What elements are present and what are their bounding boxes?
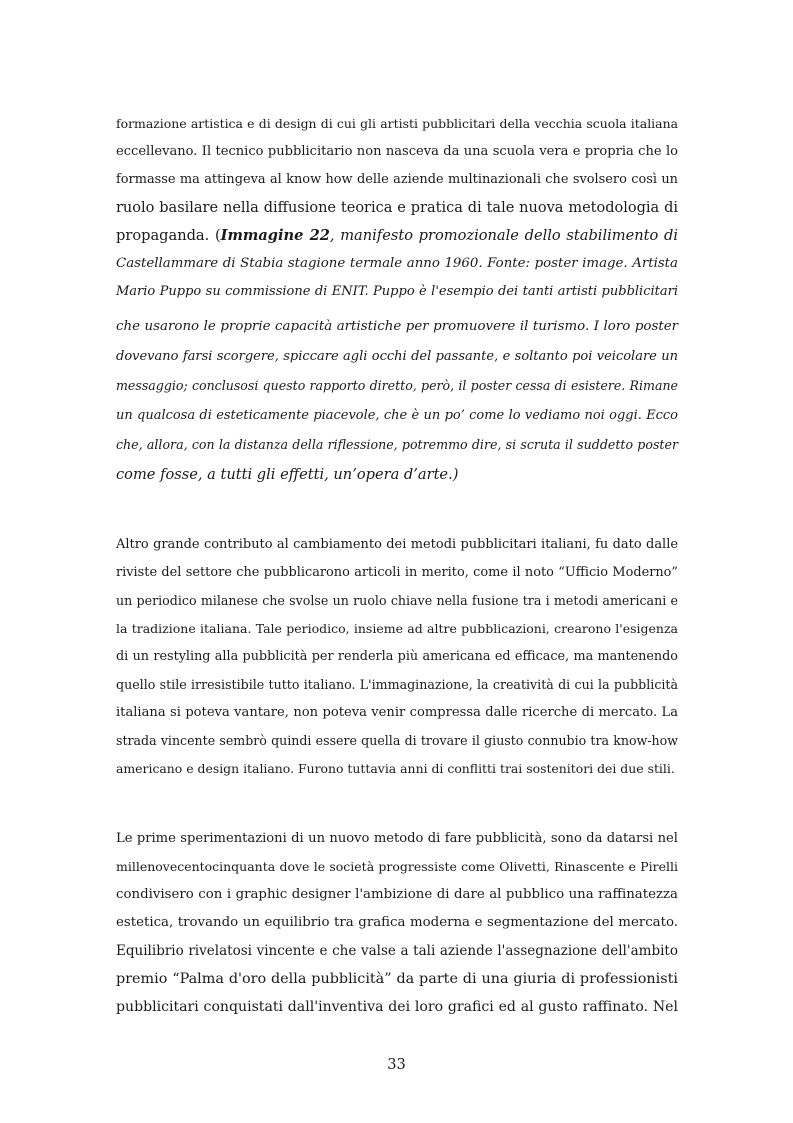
text-line: millenovecentocinquanta dove le società progressiste come Olivetti, Rinascente e Pirelli bbox=[116, 859, 678, 874]
text-line: premio “Palma d'oro della pubblicità” da parte di una giuria di professionisti bbox=[116, 971, 678, 987]
text-line: Equilibrio rivelatosi vincente e che valse a tali aziende l'assegnazione dell'ambito bbox=[116, 943, 678, 959]
quote-line-last: come fosse, a tutti gli effetti, un’opera d’arte.) bbox=[116, 465, 459, 483]
text-line: condivisero con i graphic designer l'ambizione di dare al pubblico una raffinatezza bbox=[116, 887, 678, 902]
text-line: Altro grande contributo al cambiamento dei metodi pubblicitari italiani, fu dato dalle bbox=[116, 537, 678, 552]
quote-line: messaggio; conclusosi questo rapporto diretto, però, il poster cessa di esistere. Rimane bbox=[116, 378, 678, 393]
paragraph-2 bbox=[116, 531, 678, 783]
text-line: riviste del settore che pubblicarono articoli in merito, come il noto “Ufficio Moderno” bbox=[116, 565, 678, 580]
quote-line: un qualcosa di esteticamente piacevole, che è un po’ come lo vediamo noi oggi. Ecco bbox=[116, 407, 678, 423]
text-line: quello stile irresistibile tutto italiano. L'immaginazione, la creatività di cui la pubblicità bbox=[116, 677, 678, 692]
quote-line: che usarono le proprie capacità artistiche per promuovere il turismo. I loro poster bbox=[116, 319, 678, 334]
quote-line: che, allora, con la distanza della riflessione, potremmo dire, si scruta il suddetto poster bbox=[116, 437, 678, 452]
caption-text: , manifesto promozionale dello stabilimento di bbox=[329, 227, 678, 244]
text-line: un periodico milanese che svolse un ruolo chiave nella fusione tra i metodi americani e bbox=[116, 593, 678, 608]
page-number: 33 bbox=[387, 1056, 406, 1073]
text-line: strada vincente sembrò quindi essere quella di trovare il giusto connubio tra know-how bbox=[116, 733, 678, 748]
text-prefix: propaganda. ( bbox=[116, 227, 221, 244]
document-page bbox=[116, 110, 678, 1021]
figure-reference: Immagine 22 bbox=[220, 227, 330, 244]
paragraph-1 bbox=[116, 110, 678, 306]
text-line: formasse ma attingeva al know how delle aziende multinazionali che svolsero così un bbox=[116, 172, 678, 187]
text-line-figure-reference bbox=[116, 222, 678, 250]
text-line-last: americano e design italiano. Furono tuttavia anni di conflitti trai sostenitori dei due stili. bbox=[116, 761, 675, 776]
paragraph-3 bbox=[116, 825, 678, 1021]
text-line: ruolo basilare nella diffusione teorica e pratica di tale nuova metodologia di bbox=[116, 200, 678, 216]
text-line: eccellevano. Il tecnico pubblicitario non nasceva da una scuola vera e propria che lo bbox=[116, 144, 678, 159]
text-line: la tradizione italiana. Tale periodico, insieme ad altre pubblicazioni, crearono l'esigenza bbox=[116, 621, 678, 636]
text-line: formazione artistica e di design di cui gli artisti pubblicitari della vecchia scuola italiana bbox=[116, 116, 678, 131]
text-line: Le prime sperimentazioni di un nuovo metodo di fare pubblicità, sono da datarsi nel bbox=[116, 831, 678, 846]
text-line: estetica, trovando un equilibrio tra grafica moderna e segmentazione del mercato. bbox=[116, 915, 678, 930]
text-line: pubblicitari conquistati dall'inventiva dei loro grafici ed al gusto raffinato. Nel bbox=[116, 999, 678, 1015]
caption-line: Mario Puppo su commissione di ENIT. Puppo è l'esempio dei tanti artisti pubblicitari bbox=[116, 284, 678, 299]
caption-quote-block bbox=[116, 312, 678, 489]
caption-line: Castellammare di Stabia stagione termale anno 1960. Fonte: poster image. Artista bbox=[116, 256, 678, 271]
text-line: di un restyling alla pubblicità per renderla più americana ed efficace, ma mantenendo bbox=[116, 649, 678, 664]
text-line: italiana si poteva vantare, non poteva venir compressa dalle ricerche di mercato. La bbox=[116, 705, 678, 720]
quote-line: dovevano farsi scorgere, spiccare agli occhi del passante, e soltanto poi veicolare un bbox=[116, 348, 678, 364]
